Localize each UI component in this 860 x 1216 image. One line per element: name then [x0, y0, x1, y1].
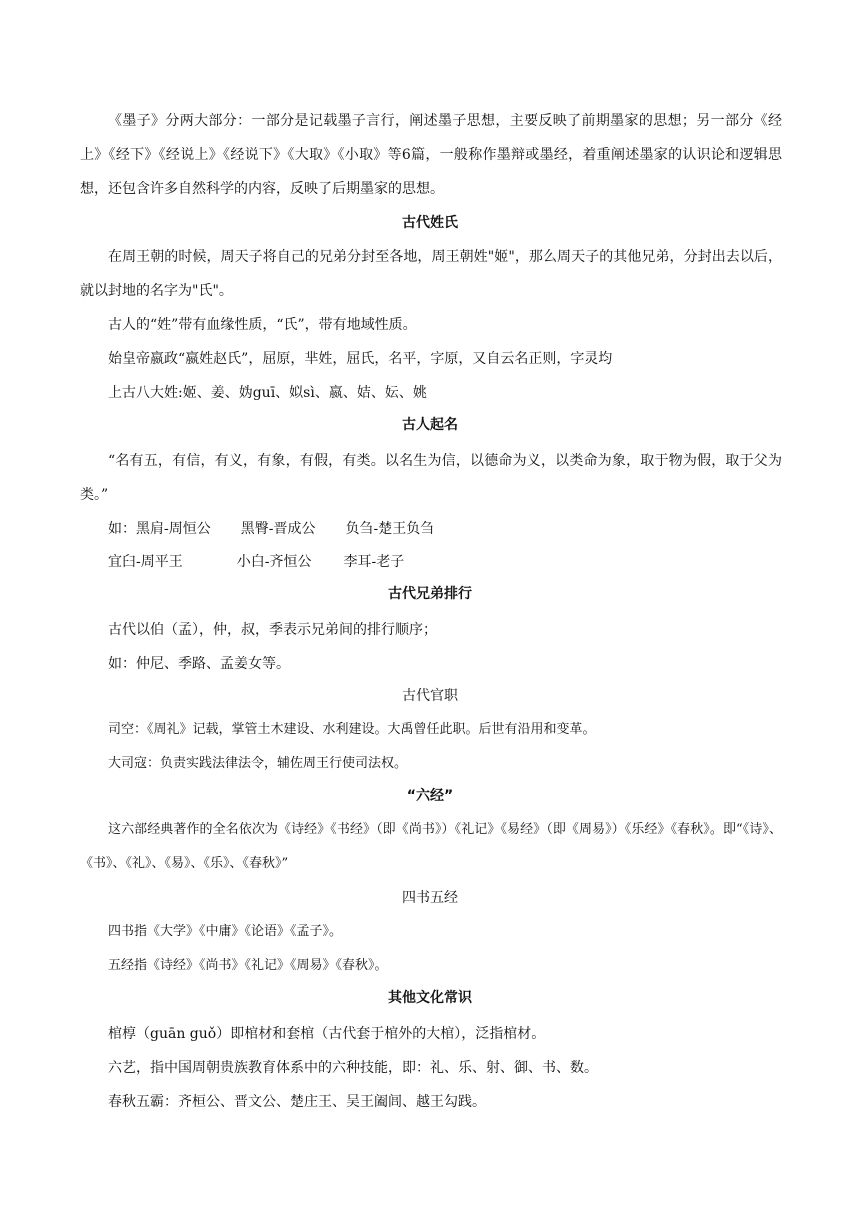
- surname-line-3: 上古八大姓:姬、姜、妫guī、姒sì、嬴、姞、妘、姚: [108, 385, 427, 401]
- naming-example: 李耳-老子: [343, 554, 405, 570]
- heading-naming: 古人起名: [402, 417, 458, 433]
- naming-example: 黑臀-晋成公: [240, 521, 316, 537]
- heading-surname: 古代姓氏: [402, 215, 458, 231]
- naming-paragraph: “名有五，有信，有义，有象，有假，有类。以名生为信，以德命为义，以类命为象，取于物为假，取于父为类。”: [80, 453, 782, 503]
- heading-four-books: 四书五经: [402, 890, 458, 906]
- four-books-line-1: 四书指《大学》《中庸》《论语》《孟子》。: [108, 924, 343, 939]
- naming-example: 如：黑肩-周恒公: [108, 521, 211, 537]
- naming-example: 负刍-楚王负刍: [345, 521, 435, 537]
- officials-line-2: 大司寇：负责实践法律法令，辅佐周王行使司法权。: [108, 756, 408, 771]
- other-line-3: 春秋五霸：齐桓公、晋文公、楚庄王、吴王阖闾、越王勾践。: [108, 1094, 486, 1110]
- heading-brothers: 古代兄弟排行: [388, 586, 472, 602]
- other-line-1: 棺椁（guān guǒ）即棺材和套棺（古代套于棺外的大棺），泛指棺材。: [108, 1026, 546, 1042]
- naming-example: 宜臼-周平王: [108, 554, 183, 570]
- naming-row-1: [108, 512, 434, 546]
- surname-line-2: 始皇帝嬴政“嬴姓赵氏”，屈原，芈姓，屈氏，名平，字原，又自云名正则，字灵均: [108, 351, 613, 367]
- six-classics-paragraph: 这六部经典著作的全名依次为《诗经》《书经》（即《尚书》）《礼记》《易经》（即《周易》）《乐经》《春秋》。即“《诗》、《书》、《礼》、《易》、《乐》、《春秋》”: [80, 822, 782, 871]
- naming-row-2: [108, 545, 404, 579]
- mozi-paragraph: 《墨子》分两大部分：一部分是记载墨子言行，阐述墨子思想，主要反映了前期墨家的思想；另一部分《经上》《经下》《经说上》《经说下》《大取》《小取》等6篇，一般称作墨辩或墨经，着重阐述墨家的认识论和逻辑思想，还包含许多自然科学的内容，反映了后期墨家的思想。: [80, 113, 782, 197]
- heading-six-classics: “六经”: [406, 788, 454, 804]
- naming-example: 小白-齐恒公: [236, 554, 312, 570]
- surname-line-1: 古人的“姓”带有血缘性质，“氏”，带有地域性质。: [108, 317, 417, 333]
- four-books-line-2: 五经指《诗经》《尚书》《礼记》《周易》《春秋》。: [108, 958, 388, 973]
- brothers-line-1: 古代以伯（孟），仲，叔，季表示兄弟间的排行顺序；: [108, 622, 437, 638]
- other-line-2: 六艺，指中国周朝贵族教育体系中的六种技能，即：礼、乐、射、御、书、数。: [108, 1060, 598, 1076]
- officials-line-1: 司空：《周礼》记载，掌管土木建设、水利建设。大禹曾任此职。后世有沿用和变革。: [108, 722, 596, 737]
- brothers-line-2: 如：仲尼、季路、孟姜女等。: [108, 656, 290, 672]
- heading-officials: 古代官职: [402, 688, 458, 704]
- surname-paragraph: 在周王朝的时候，周天子将自己的兄弟分封至各地，周王朝姓"姬"，那么周天子的其他兄弟，分封出去以后，就以封地的名字为"氏"。: [80, 249, 782, 299]
- heading-other: 其他文化常识: [388, 990, 472, 1006]
